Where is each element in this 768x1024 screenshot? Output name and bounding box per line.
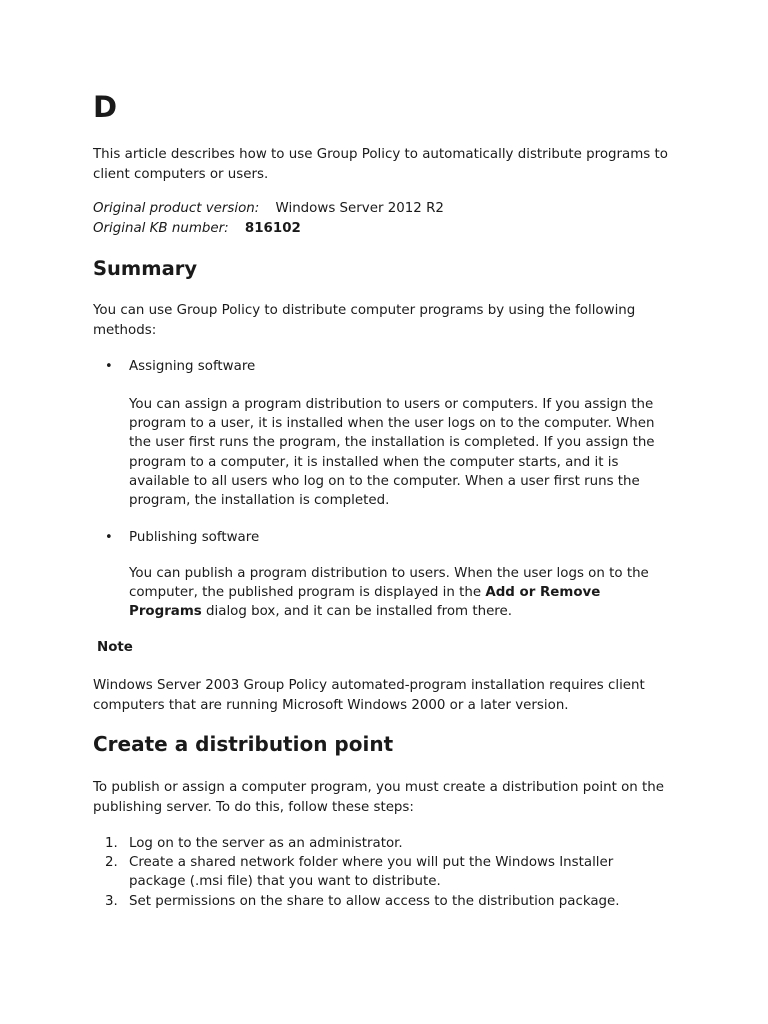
note-text: Windows Server 2003 Group Policy automated-program installation requires client computers that are running Microsoft Windows 2000 or a later version. [93, 678, 645, 713]
bullet-dot: • [105, 530, 113, 545]
step-text: Log on to the server as an administrator. [129, 836, 403, 851]
page-title: D [93, 90, 118, 124]
product-version-row [93, 199, 444, 219]
step-text: Create a shared network folder where you will put the Windows Installer package (.msi file) that you want to distribute. [129, 855, 614, 890]
distribution-heading: Create a distribution point [93, 732, 394, 756]
product-version-value: Windows Server 2012 R2 [275, 201, 444, 216]
product-version-label: Original product version: [93, 201, 260, 216]
intro-paragraph: This article describes how to use Group Policy to automatically distribute programs to client computers or users. [93, 147, 668, 182]
list-item [93, 853, 673, 891]
publishing-body-text: You can publish a program distribution to users. When the user logs on to the computer, the published program is displayed in the [129, 566, 649, 601]
kb-number-row [93, 219, 444, 239]
list-item [93, 892, 673, 911]
summary-heading: Summary [93, 257, 198, 280]
list-item [93, 834, 673, 853]
kb-number-label: Original KB number: [93, 220, 229, 236]
add-remove-programs-term: Add or Remove Programs [129, 585, 601, 620]
kb-number-value: 816102 [244, 220, 301, 236]
assigning-software-body: You can assign a program distribution to users or computers. If you assign the program to a user, it is installed when the user logs on to the computer. When the user first runs the program, the installation is completed. If you assign the program to a computer, it is installed when the computer starts, and it is available to all users who log on to the computer. When a user first runs the program, the installation is completed. [129, 397, 655, 509]
publishing-body-text-end: dialog box, and it can be installed from there. [201, 604, 513, 620]
steps-list [93, 834, 673, 911]
article-metadata [93, 199, 444, 238]
step-text: Set permissions on the share to allow access to the distribution package. [129, 893, 620, 909]
bullet-dot: • [105, 359, 113, 374]
note-heading: Note [97, 640, 133, 655]
step-number: 3. [105, 893, 118, 909]
distribution-intro: To publish or assign a computer program, you must create a distribution point on the publishing server. To do this, follow these steps: [93, 780, 665, 815]
step-number: 2. [105, 855, 118, 871]
bullet-label: Assigning software [129, 359, 256, 374]
step-number: 1. [105, 836, 118, 851]
publishing-software-body [129, 564, 669, 622]
summary-intro: You can use Group Policy to distribute computer programs by using the following methods: [93, 303, 636, 338]
bullet-label: Publishing software [129, 530, 260, 545]
